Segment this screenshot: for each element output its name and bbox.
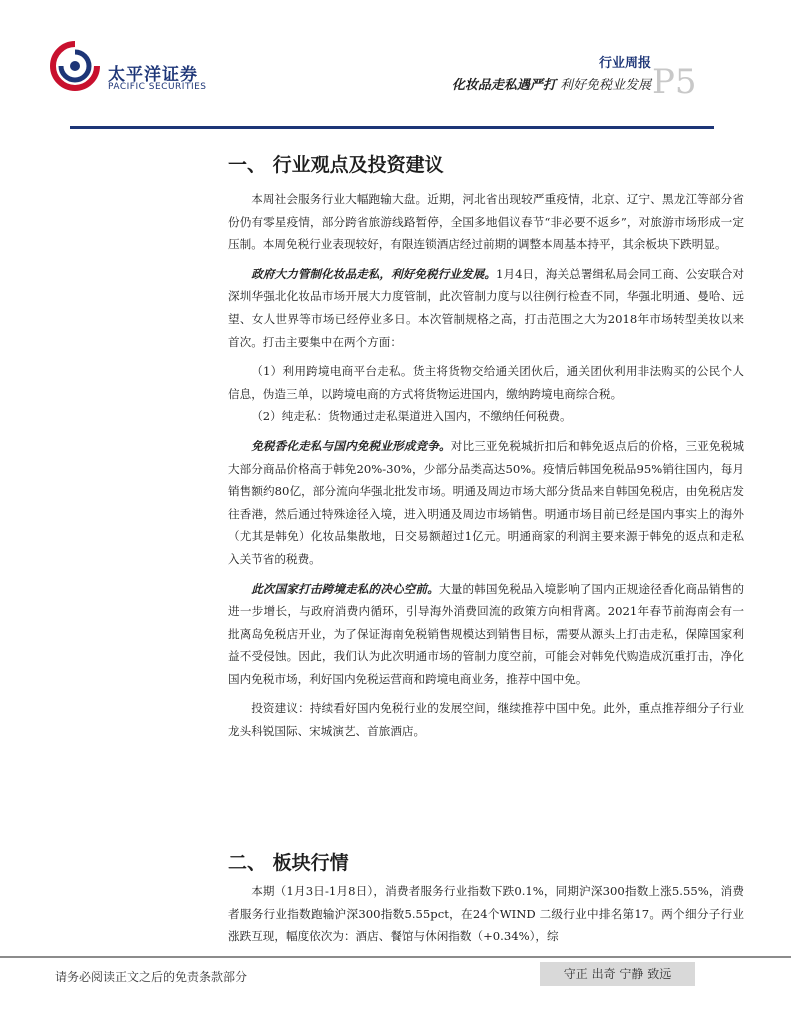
paragraph: 本周社会服务行业大幅跑输大盘。近期，河北省出现较严重疫情，北京、辽宁、黑龙江等部分省份仍有零星疫情，部分跨省旅游线路暂停，全国多地倡议春节“非必要不返乡”，对旅游市场形成一定压制。本周免税行业表现较好，有限连锁酒店经过前期的调整本周基本持平，其余板块下跌明显。	[228, 192, 744, 252]
logo-chinese-name: 太平洋证券	[108, 65, 198, 85]
section-heading-investment: 一、 行业观点及投资建议	[228, 154, 444, 176]
logo-english-name: PACIFIC SECURITIES	[108, 82, 207, 92]
paragraph-text: 大量的韩国免税品入境影响了国内正规途径香化商品销售的进一步增长，与政府消费内循环，引导海外消费回流的政策方向相背离。2021年春节前海南会有一批离岛免税店开业，为了保证海南免税销售规模达到销售目标，需要从源头上打击走私，保障国家利益不受侵蚀。因此，我们认为此次明通市场的管制力度空前，可能会对韩免代购造成沉重打击，净化国内免税市场，利好国内免税运营商和跨境电商业务，推荐中国中免。	[228, 581, 744, 686]
footer-disclaimer: 请务必阅读正文之后的免责条款部分	[55, 970, 248, 984]
paragraph	[228, 435, 744, 571]
section-heading-market: 二、 板块行情	[228, 852, 349, 874]
paragraph-text: 1月4日，海关总署缉私局会同工商、公安联合对深圳华强北化妆品市场开展大力度管制，此次管制力度与以往例行检查不同，华强北明通、曼哈、远望、女人世界等市场已经停业多日。本次管制规格之高，打击范围之大为2018年市场转型美妆以来首次。打击主要集中在两个方面：	[228, 266, 744, 349]
company-logo	[50, 40, 230, 100]
page-number: P5	[652, 62, 697, 102]
paragraph	[228, 263, 744, 353]
paragraph: （2）纯走私：货物通过走私渠道进入国内，不缴纳任何税费。	[251, 409, 572, 424]
section-body-market	[228, 880, 744, 955]
paragraph: 本期（1月3日-1月8日），消费者服务行业指数下跌0.1%，同期沪深300指数上涨5.55%，消费者服务行业指数跑输沪深300指数5.55pct，在24个WIND 二级行业中排名第17。两个细分子行业涨跌互现，幅度依次为：酒店、餐馆与休闲指数（+0.34%），综	[228, 884, 744, 944]
pacific-securities-logo-icon	[50, 40, 100, 92]
report-title	[452, 74, 651, 93]
footer-divider	[0, 956, 791, 958]
header-divider	[70, 126, 714, 129]
report-type: 行业周报	[598, 56, 651, 71]
section-body-investment	[228, 188, 744, 750]
report-title-sub: 利好免税业发展	[559, 78, 651, 93]
report-title-main: 化妆品走私遇严打	[451, 78, 556, 93]
paragraph-text: 对比三亚免税城折扣后和韩免返点后的价格，三亚免税城大部分商品价格高于韩免20%-30%，少部分品类高达50%。疫情后韩国免税品95%销往国内，每月销售额约80亿，部分流向华强北批发市场。明通及周边市场大部分货品来自韩国免税店，由免税店发往香港，然后通过特殊途径入境，进入明通及周边市场销售。明通市场目前已经是国内事实上的海外（尤其是韩免）化妆品集散地，日交易额超过1亿元。明通商家的利润主要来源于韩免的返点和走私入关节省的税费。	[228, 438, 744, 566]
paragraph-lead: 免税香化走私与国内免税业形成竞争。	[251, 438, 451, 453]
paragraph-lead: 政府大力管制化妆品走私，利好免税行业发展。	[251, 266, 497, 281]
paragraph: 投资建议：持续看好国内免税行业的发展空间，继续推荐中国中免。此外，重点推荐细分子行业龙头科锐国际、宋城演艺、首旅酒店。	[228, 701, 744, 739]
paragraph: （1）利用跨境电商平台走私。货主将货物交给通关团伙后，通关团伙利用非法购买的公民个人信息，伪造三单，以跨境电商的方式将货物运进国内，缴纳跨境电商综合税。	[228, 364, 744, 401]
footer-motto: 守正 出奇 宁静 致远	[540, 962, 695, 986]
paragraph	[228, 578, 744, 691]
paragraph-lead: 此次国家打击跨境走私的决心空前。	[251, 581, 439, 596]
